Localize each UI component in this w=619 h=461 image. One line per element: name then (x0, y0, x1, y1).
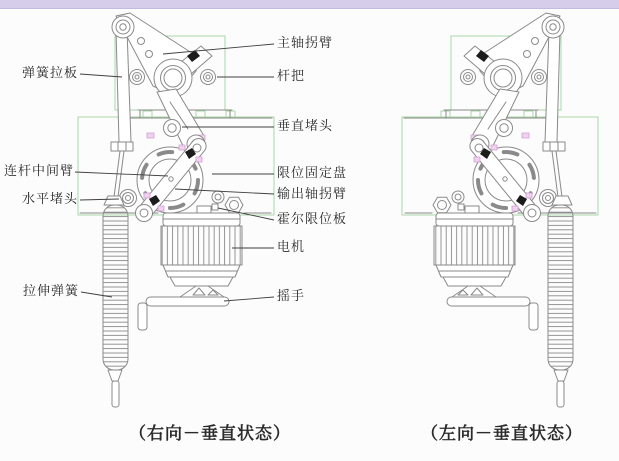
label-tension-spring: 拉伸弹簧 (22, 283, 79, 298)
caption-left-vertical-state: （左向－垂直状态） (421, 424, 583, 443)
assembly-left-vertical-view (402, 13, 598, 407)
label-hand-crank: 摇手 (277, 288, 306, 303)
label-limit-fixing-disc: 限位固定盘 (277, 165, 348, 180)
label-main-shaft-crank-arm: 主轴拐臂 (277, 35, 334, 50)
label-linkage-middle-arm: 连杆中间臂 (4, 163, 75, 178)
label-vertical-plug: 垂直堵头 (277, 118, 334, 133)
label-rod-handle: 杆把 (277, 68, 306, 83)
assembly-right-vertical-view (78, 13, 274, 407)
label-spring-pull-plate: 弹簧拉板 (21, 65, 78, 80)
label-hall-limit-plate: 霍尔限位板 (277, 211, 348, 226)
label-horizontal-plug: 水平堵头 (21, 191, 78, 206)
label-motor: 电机 (277, 239, 306, 254)
caption-right-vertical-state: （右向－垂直状态） (129, 424, 291, 443)
label-output-shaft-crank-arm: 输出轴拐臂 (277, 186, 348, 201)
